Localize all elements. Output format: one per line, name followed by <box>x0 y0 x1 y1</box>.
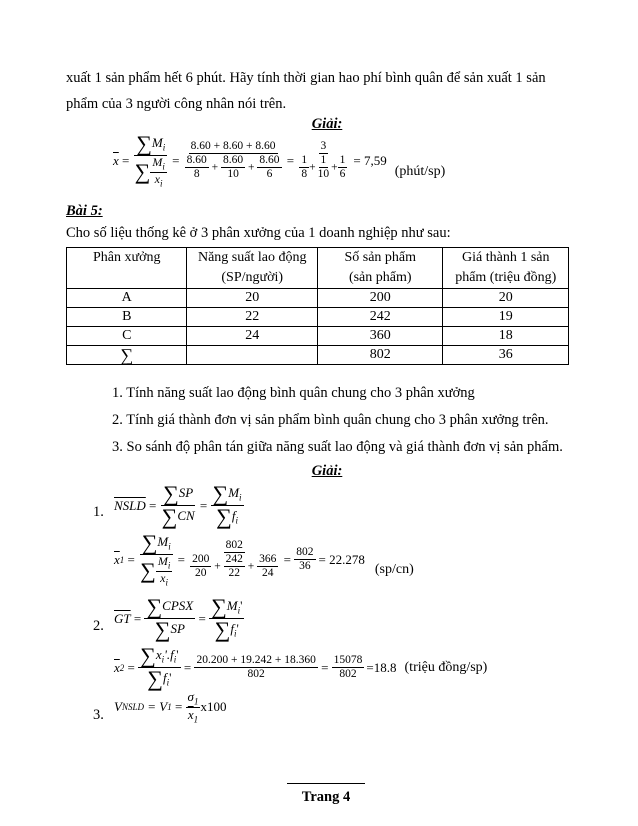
formula1-t2-den: 10 <box>227 168 239 181</box>
gt-b-num-prime: ' <box>240 597 243 613</box>
table-header-cell: Số sản phẩm (sản phẩm) <box>317 248 443 289</box>
formula-v: V NSLD = V 1 = $\frac{\sigma_1}{\overline{x}_1}$ x100 <box>114 689 227 725</box>
formula1-d2-3d: 6 <box>339 168 346 181</box>
formula1-num-m: M <box>151 134 163 150</box>
table-total-row <box>67 346 569 365</box>
x2-n1: 20.200 + 19.242 + 18.360 <box>194 654 317 668</box>
x1-t3n: 366 <box>257 553 278 567</box>
x2-unit: (triệu đồng/sp) <box>404 659 488 675</box>
formula1-d2-1n: 1 <box>299 154 309 168</box>
x2-lhs: $\overline{x}$ <box>114 659 120 675</box>
x2-a-den-prime: ' <box>169 669 172 685</box>
formula1-lhs: $\overline{x}$ <box>113 152 119 168</box>
nsld-lhs: NSLD <box>114 497 146 513</box>
v-den: $\overline{x}$ <box>187 706 194 722</box>
table-header-cell: Năng suất lao động (SP/người) <box>187 248 318 289</box>
table-cell: 20 <box>443 289 569 308</box>
x1-t3d: 24 <box>262 567 274 580</box>
gt-b-num-sub: i <box>237 605 241 616</box>
x2-a-num-tail: '.f <box>164 646 174 662</box>
formula1-den-x-sub: i <box>159 178 163 189</box>
formula1-d2-3n: 1 <box>338 154 348 168</box>
formula-gt: $\overline{GT}$ = $\frac{\text{∑CPSX}}{\sum SP}$ = $\frac{\sum M_i'}{\sum f_i'}$ <box>114 594 243 642</box>
table-cell: A <box>67 289 187 308</box>
data-table <box>66 247 569 365</box>
formula-x1: $\overline{x}$ 1 = $\sum M_i$ ∑ $\frac{M_i}{x_i}$ = 802 $\frac{200}{20}$ + $\frac{242}{22}$ + $\frac{366}{24}$ = $\frac{802}{36}$ = 22.278 (sp/cn) <box>114 530 414 588</box>
x1-sum-num: M <box>157 533 169 549</box>
x1-t1d: 20 <box>195 567 207 580</box>
x1-t2n: 242 <box>224 553 245 567</box>
x1-d2: 36 <box>299 560 311 573</box>
gt-b-den: f <box>230 620 234 636</box>
x1-t2d: 22 <box>228 567 241 580</box>
item-number-1: 1. <box>93 504 104 520</box>
exercise-title: Bài 5: <box>66 203 103 219</box>
formula-x2: $\overline{x}$ 2 = $\frac{\sum x_i'.f_i'}{\sum f_i'}$ = $\frac{20.200 + 19.242 + 18.360}{802}$ = $\frac{15078}{802}$ =18.8 (triệu đồng/sp) <box>114 643 488 691</box>
x2-lhs-sub: 2 <box>119 662 125 673</box>
question-2: 2. Tính giá thành đơn vị sản phẩm bình quân chung cho 3 phân xưởng trên. <box>112 412 549 428</box>
formula1-result: = 7,59 <box>353 152 387 168</box>
table-row <box>67 327 569 346</box>
formula-nsld: NSLD = $\frac{\sum SP}{\sum CN}$ = $\frac{\sum M_i}{\sum f_i}$ <box>114 481 242 529</box>
v-lhs: V <box>114 699 122 715</box>
page-number: Trang 4 <box>301 789 351 805</box>
v-lhs-sub: NSLD <box>121 702 144 713</box>
table-row <box>67 289 569 308</box>
nsld-a-den: CN <box>177 507 195 523</box>
formula1-frac2-num: 3 <box>319 140 329 154</box>
intro-line-1: xuất 1 sản phẩm hết 6 phút. Hãy tính thời gian hao phí bình quân để sản xuất 1 sản <box>66 70 546 86</box>
v-sigma: σ <box>187 689 194 704</box>
solution-label-1: Giải: <box>311 116 343 132</box>
nsld-a-num: SP <box>178 484 194 500</box>
x2-d2: 802 <box>339 668 357 680</box>
x1-n2: 802 <box>294 546 315 560</box>
item-number-2: 2. <box>93 618 104 634</box>
formula1-frac-num: 8.60 + 8.60 + 8.60 <box>189 140 278 154</box>
formula1-t2-num: 8.60 <box>221 154 245 168</box>
gt-a-den: SP <box>170 620 185 636</box>
formula1-t1-den: 8 <box>193 168 200 181</box>
x1-t1n: 200 <box>190 553 211 567</box>
nsld-b-den: f <box>231 507 236 523</box>
sum-symbol: ∑ <box>134 159 151 185</box>
x1-unit: (sp/cn) <box>374 561 414 577</box>
x1-den-x-sub: i <box>165 577 168 588</box>
table-cell: 802 <box>317 346 443 365</box>
formula1-d2-1d: 8 <box>301 168 308 181</box>
table-cell: 20 <box>187 289 318 308</box>
gt-lhs: $\overline{GT}$ <box>114 610 131 626</box>
table-header-row <box>67 248 569 289</box>
table-header-cell: Giá thành 1 sản phẩm (triệu đồng) <box>443 248 569 289</box>
table-header-cell: Phân xưởng <box>67 248 187 289</box>
x1-den-x: x <box>160 570 166 585</box>
formula1-d2-2d: 10 <box>317 168 330 181</box>
table-cell: C <box>67 327 187 346</box>
gt-b-num: M <box>226 597 238 613</box>
x1-den-m: M <box>157 554 168 568</box>
formula1-t1-num: 8.60 <box>185 154 209 168</box>
formula1-t3-num: 8.60 <box>257 154 281 168</box>
item-number-3: 3. <box>93 707 104 723</box>
formula1-den-x: x <box>154 171 160 186</box>
table-cell: 242 <box>317 308 443 327</box>
x1-lhs-sub: 1 <box>119 554 125 565</box>
x1-lhs: $\overline{x}$ <box>114 551 120 567</box>
x1-sum-num-sub: i <box>168 541 171 552</box>
table-cell: 22 <box>187 308 318 327</box>
formula1-unit: (phút/sp) <box>394 163 446 179</box>
nsld-b-den-sub: i <box>235 515 238 526</box>
x2-d1: 802 <box>247 668 265 680</box>
formula1-d2-2n: 1 <box>319 154 329 168</box>
sum-symbol: ∑ <box>136 131 152 156</box>
x2-result: =18.8 <box>366 659 397 675</box>
solution-label-2: Giải: <box>311 463 343 479</box>
table-row <box>67 308 569 327</box>
gt-a-num: CPSX <box>162 597 194 613</box>
table-total-symbol: ∑ <box>67 346 187 365</box>
table-cell: 18 <box>443 327 569 346</box>
gt-b-den-prime: ' <box>236 620 239 636</box>
nsld-b-num-sub: i <box>239 492 242 503</box>
v-eq: = V <box>147 699 168 715</box>
v-sigma-sub: 1 <box>193 696 199 707</box>
nsld-b-num: M <box>228 484 240 500</box>
formula1-den-m: M <box>152 155 163 169</box>
formula1-den-m-sub: i <box>162 161 165 172</box>
x2-a-num-sub: i <box>161 654 165 665</box>
intro-line-2: phẩm của 3 người công nhân nói trên. <box>66 96 287 112</box>
gt-b-den-sub: i <box>233 628 237 639</box>
x2-a-num-sub2: i <box>173 654 177 665</box>
x2-n2: 15078 <box>332 654 365 668</box>
table-cell: 200 <box>317 289 443 308</box>
x2-a-den: f <box>162 669 167 685</box>
table-cell: 360 <box>317 327 443 346</box>
x2-a-num-prime: ' <box>176 646 179 662</box>
x1-n1: 802 <box>224 539 245 553</box>
exercise-intro: Cho số liệu thống kê ở 3 phân xưởng của 1 doanh nghiệp như sau: <box>66 225 451 241</box>
x2-a-den-sub: i <box>166 677 170 688</box>
table-cell: B <box>67 308 187 327</box>
footer-divider <box>287 783 365 784</box>
formula1-num-sub: i <box>162 142 166 153</box>
x1-den-m-sub: i <box>167 560 171 571</box>
table-cell <box>187 346 318 365</box>
table-cell: 19 <box>443 308 569 327</box>
v-den-sub: 1 <box>193 714 199 725</box>
formula1-t3-den: 6 <box>266 168 273 181</box>
x2-a-num: x <box>155 646 162 662</box>
v-eq-sub: 1 <box>167 702 172 713</box>
table-cell: 24 <box>187 327 318 346</box>
x1-result: = 22.278 <box>318 551 365 567</box>
v-tail: x100 <box>200 699 227 715</box>
table-cell: 36 <box>443 346 569 365</box>
formula-mean-time: $\overline{x}$ = $\sum M_i$ ∑ $\frac{M_i}{x_i}$ = 8.60 + 8.60 + 8.60 $\frac{8.60}{8}$ + $\frac{8.60}{10}$ + $\frac{8.60}{6}$ = 3 $\frac{1}{8}$ + $\frac{1}{10}$ + $\frac{1}{6}$ = 7,59 (phút/sp) <box>113 131 446 189</box>
question-3: 3. So sánh độ phân tán giữa năng suất lao động và giá thành đơn vị sản phẩm. <box>112 439 563 455</box>
question-1: 1. Tính năng suất lao động bình quân chung cho 3 phân xưởng <box>112 385 475 401</box>
